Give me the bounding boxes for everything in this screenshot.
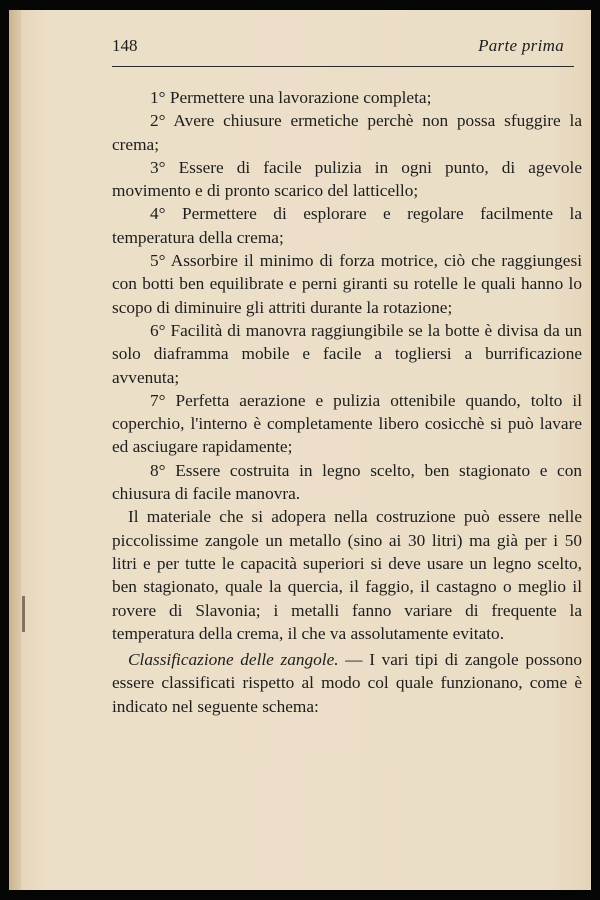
running-head: Parte prima — [478, 36, 564, 55]
classification-paragraph — [112, 648, 582, 718]
book-page — [9, 10, 591, 890]
material-paragraph: Il materiale che si adopera nella costruzione può essere nelle piccolissime zangole un metallo (sino ai 30 litri) ma già per i 50 litri e per tutte le capacità superiori si deve usare un legno scelto, ben stagionato, quale la quercia, il faggio, il castagno o meglio il rovere di Slavonia; i metalli fanno variare di frequente la temperatura della crema, il che va assolutamente evitato. — [112, 507, 582, 643]
body-text — [112, 86, 582, 718]
requirement-item-2: 2° Avere chiusure ermetiche perchè non possa sfuggire la crema; — [112, 111, 582, 154]
requirement-item-1: 1° Permettere una lavorazione completa; — [150, 88, 432, 107]
requirement-item-6: 6° Facilità di manovra raggiungibile se la botte è divisa da un solo diaframma mobile e facile a togliersi a burrificazione avvenuta; — [112, 320, 582, 387]
requirement-item-5: 5° Assorbire il minimo di forza motrice, ciò che raggiungesi con botti ben equilibrate e perni giranti su rotelle le quali hanno lo scopo di diminuire gli attriti durante la rotazione; — [112, 251, 582, 317]
classification-text: — I vari tipi di zangole possono essere classificati rispetto al modo col quale funzionano, come è indicato nel seguente schema: — [112, 650, 582, 716]
requirement-item-3: 3° Essere di facile pulizia in ogni punto, di agevole movimento e di pronto scarico del latticello; — [112, 157, 582, 201]
ink-mark — [22, 596, 25, 632]
page-number: 148 — [112, 36, 138, 55]
classification-title: Classificazione delle zangole. — [128, 650, 339, 670]
page-gutter — [9, 10, 21, 890]
requirement-item-7: 7° Perfetta aerazione e pulizia ottenibile quando, tolto il coperchio, l'interno è completamente libero cosicchè si può lavare ed asciugare rapidamente; — [112, 390, 582, 457]
requirement-item-8: 8° Essere costruita in legno scelto, ben stagionato e con chiusura di facile manovra. — [112, 460, 582, 504]
requirement-item-4: 4° Permettere di esplorare e regolare facilmente la temperatura della crema; — [112, 204, 582, 247]
page-header — [112, 36, 574, 67]
